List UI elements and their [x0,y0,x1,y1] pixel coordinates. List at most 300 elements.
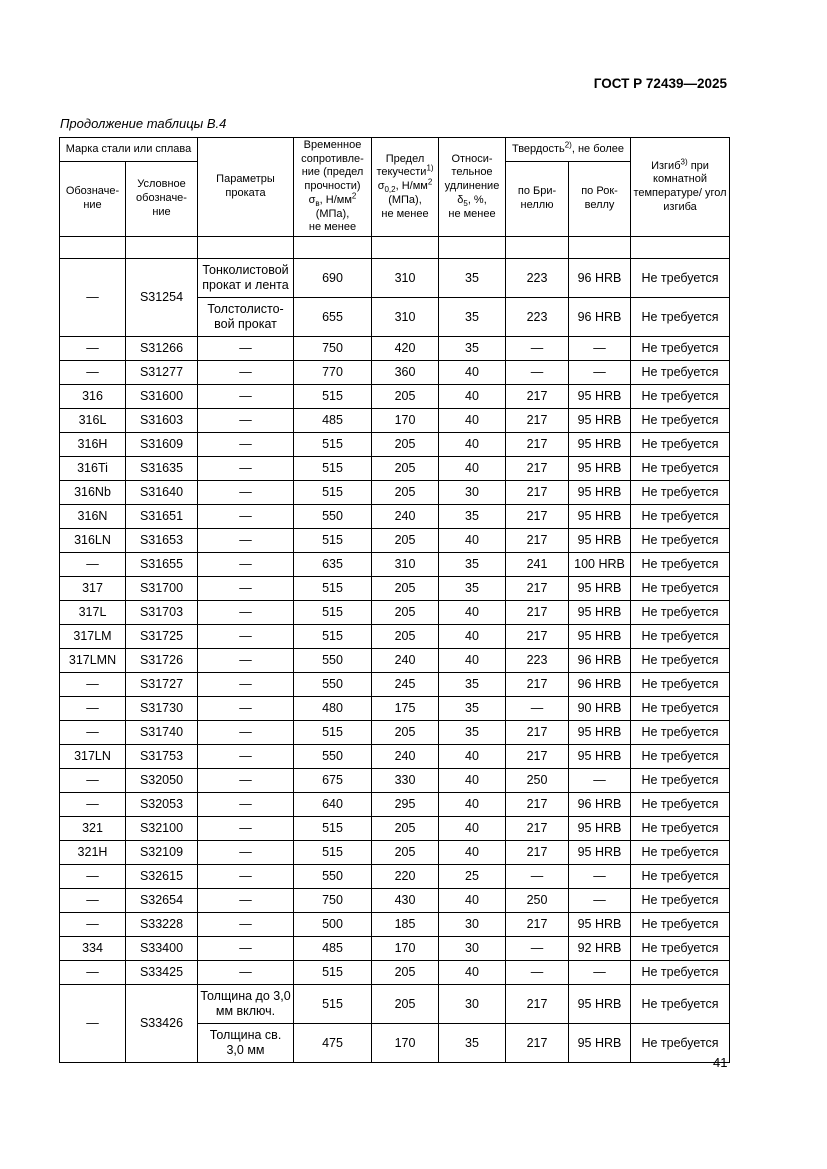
grade-cell: 316 [60,385,126,409]
rockwell-cell: 95 HRB [569,721,631,745]
brinell-cell: — [506,937,569,961]
yield-cell: 170 [372,937,439,961]
grade-cell: 316LN [60,529,126,553]
brinell-cell: 217 [506,409,569,433]
tensile-cell: 515 [294,457,372,481]
brinell-cell: 217 [506,673,569,697]
rockwell-cell: 95 HRB [569,817,631,841]
brinell-cell: 217 [506,721,569,745]
grade-cell: 316Nb [60,481,126,505]
elongation-cell: 35 [439,337,506,361]
code-cell: S31640 [126,481,198,505]
grade-cell: 321H [60,841,126,865]
brinell-cell: 223 [506,259,569,298]
code-cell: S31254 [126,259,198,337]
header-bend: Изгиб$^{3)}$ при комнатной температуре/ угол изгиба [631,138,730,237]
grade-cell: 321 [60,817,126,841]
param-cell: — [198,937,294,961]
brinell-cell: 217 [506,529,569,553]
rockwell-cell: — [569,961,631,985]
yield-cell: 240 [372,745,439,769]
bend-cell: Не требуется [631,298,730,337]
bend-cell: Не требуется [631,889,730,913]
bend-cell: Не требуется [631,337,730,361]
param-cell: — [198,361,294,385]
tensile-cell: 500 [294,913,372,937]
grade-cell: 316H [60,433,126,457]
tensile-cell: 750 [294,337,372,361]
param-cell: — [198,457,294,481]
tensile-cell: 770 [294,361,372,385]
grade-cell: 317LN [60,745,126,769]
rockwell-cell: — [569,361,631,385]
yield-cell: 205 [372,601,439,625]
param-cell: — [198,649,294,673]
elongation-cell: 35 [439,1024,506,1063]
bend-cell: Не требуется [631,649,730,673]
yield-cell: 205 [372,961,439,985]
tensile-cell: 690 [294,259,372,298]
table-row [60,457,730,481]
brinell-cell: — [506,961,569,985]
header-spacer-row [60,237,730,259]
tensile-cell: 515 [294,625,372,649]
table-row [60,697,730,721]
yield-cell: 205 [372,529,439,553]
yield-cell: 310 [372,259,439,298]
rockwell-cell: 95 HRB [569,601,631,625]
brinell-cell: — [506,361,569,385]
bend-cell: Не требуется [631,361,730,385]
yield-cell: 205 [372,817,439,841]
yield-cell: 245 [372,673,439,697]
yield-cell: 170 [372,1024,439,1063]
grade-cell: — [60,793,126,817]
grade-cell: 317LMN [60,649,126,673]
elongation-cell: 40 [439,433,506,457]
table-row [60,937,730,961]
rockwell-cell: 95 HRB [569,745,631,769]
rockwell-cell: 96 HRB [569,793,631,817]
grade-cell: — [60,337,126,361]
brinell-cell: 217 [506,601,569,625]
bend-cell: Не требуется [631,673,730,697]
code-cell: S31726 [126,649,198,673]
tensile-cell: 515 [294,433,372,457]
param-cell: — [198,841,294,865]
yield-cell: 170 [372,409,439,433]
tensile-cell: 550 [294,865,372,889]
yield-cell: 205 [372,433,439,457]
table-row [60,259,730,298]
bend-cell: Не требуется [631,697,730,721]
grade-cell: — [60,769,126,793]
grade-cell: 317LM [60,625,126,649]
rockwell-cell: 95 HRB [569,529,631,553]
yield-cell: 430 [372,889,439,913]
yield-cell: 330 [372,769,439,793]
elongation-cell: 40 [439,529,506,553]
tensile-cell: 655 [294,298,372,337]
brinell-cell: 217 [506,385,569,409]
tensile-cell: 515 [294,961,372,985]
brinell-cell: 217 [506,457,569,481]
rockwell-cell: 100 HRB [569,553,631,577]
table-row [60,793,730,817]
elongation-cell: 40 [439,385,506,409]
param-cell: Толщина до 3,0 мм включ. [198,985,294,1024]
yield-cell: 205 [372,625,439,649]
bend-cell: Не требуется [631,985,730,1024]
grade-cell: — [60,985,126,1063]
rockwell-cell: 96 HRB [569,298,631,337]
brinell-cell: 217 [506,505,569,529]
code-cell: S31600 [126,385,198,409]
tensile-cell: 515 [294,721,372,745]
tensile-cell: 635 [294,553,372,577]
code-cell: S31635 [126,457,198,481]
yield-cell: 205 [372,481,439,505]
grade-cell: — [60,913,126,937]
code-cell: S32109 [126,841,198,865]
brinell-cell: — [506,337,569,361]
brinell-cell: — [506,865,569,889]
header-rockwell: по Рок-веллу [569,162,631,237]
rockwell-cell: 96 HRB [569,259,631,298]
bend-cell: Не требуется [631,841,730,865]
table-row [60,433,730,457]
yield-cell: 205 [372,985,439,1024]
rockwell-cell: 96 HRB [569,649,631,673]
rockwell-cell: 95 HRB [569,457,631,481]
bend-cell: Не требуется [631,913,730,937]
brinell-cell: 250 [506,889,569,913]
tensile-cell: 485 [294,937,372,961]
code-cell: S31603 [126,409,198,433]
grade-cell: 316L [60,409,126,433]
bend-cell: Не требуется [631,769,730,793]
table-row [60,361,730,385]
bend-cell: Не требуется [631,745,730,769]
elongation-cell: 35 [439,673,506,697]
header-tensile: Временное сопротивле-ние (предел прочности) $\sigma_в$, $Н/мм^2$ (МПа), не менее [294,138,372,237]
param-cell: — [198,769,294,793]
bend-cell: Не требуется [631,259,730,298]
elongation-cell: 35 [439,721,506,745]
elongation-cell: 40 [439,457,506,481]
param-cell: Тонколистовой прокат и лента [198,259,294,298]
bend-cell: Не требуется [631,457,730,481]
table-row [60,889,730,913]
header-conditional-designation: Условное обозначе-ние [126,162,198,237]
yield-cell: 205 [372,457,439,481]
header-yield: Предел текучести$^{1)}$ $\sigma_{0,2}$, $Н/мм^2$ (МПа), не менее [372,138,439,237]
elongation-cell: 35 [439,697,506,721]
yield-cell: 205 [372,721,439,745]
bend-cell: Не требуется [631,481,730,505]
yield-cell: 295 [372,793,439,817]
grade-cell: — [60,721,126,745]
brinell-cell: 250 [506,769,569,793]
code-cell: S31725 [126,625,198,649]
table-row [60,409,730,433]
code-cell: S33425 [126,961,198,985]
brinell-cell: 217 [506,985,569,1024]
table-row [60,841,730,865]
bend-cell: Не требуется [631,433,730,457]
param-cell: — [198,673,294,697]
grade-cell: — [60,259,126,337]
elongation-cell: 35 [439,577,506,601]
yield-cell: 240 [372,505,439,529]
code-cell: S31651 [126,505,198,529]
elongation-cell: 40 [439,625,506,649]
table-row [60,865,730,889]
brinell-cell: 217 [506,817,569,841]
header-elongation: Относи-тельное удлинение $\delta_5$, %, не менее [439,138,506,237]
param-cell: — [198,697,294,721]
header-row-1 [60,138,730,162]
bend-cell: Не требуется [631,529,730,553]
elongation-cell: 35 [439,505,506,529]
bend-cell: Не требуется [631,793,730,817]
tensile-cell: 515 [294,481,372,505]
rockwell-cell: 95 HRB [569,481,631,505]
yield-cell: 185 [372,913,439,937]
code-cell: S31655 [126,553,198,577]
grade-cell: 316Ti [60,457,126,481]
table-row [60,745,730,769]
table-row [60,985,730,1024]
code-cell: S31277 [126,361,198,385]
elongation-cell: 30 [439,985,506,1024]
tensile-cell: 475 [294,1024,372,1063]
elongation-cell: 40 [439,961,506,985]
brinell-cell: 223 [506,649,569,673]
elongation-cell: 35 [439,298,506,337]
code-cell: S33400 [126,937,198,961]
param-cell: — [198,793,294,817]
brinell-cell: 217 [506,481,569,505]
rockwell-cell: 95 HRB [569,433,631,457]
elongation-cell: 35 [439,259,506,298]
param-cell: Толстолисто-вой прокат [198,298,294,337]
tensile-cell: 480 [294,697,372,721]
grade-cell: — [60,673,126,697]
brinell-cell: — [506,697,569,721]
yield-cell: 205 [372,841,439,865]
elongation-cell: 40 [439,889,506,913]
table-row [60,961,730,985]
tensile-cell: 750 [294,889,372,913]
code-cell: S31609 [126,433,198,457]
param-cell: — [198,409,294,433]
code-cell: S31753 [126,745,198,769]
param-cell: Толщина св. 3,0 мм [198,1024,294,1063]
brinell-cell: 217 [506,745,569,769]
elongation-cell: 30 [439,481,506,505]
table-row [60,577,730,601]
tensile-cell: 640 [294,793,372,817]
elongation-cell: 40 [439,817,506,841]
standard-number: ГОСТ Р 72439—2025 [593,76,727,91]
yield-cell: 175 [372,697,439,721]
bend-cell: Не требуется [631,553,730,577]
bend-cell: Не требуется [631,625,730,649]
brinell-cell: 217 [506,625,569,649]
table-row [60,481,730,505]
grade-cell: — [60,361,126,385]
yield-cell: 220 [372,865,439,889]
properties-table [59,137,730,1063]
code-cell: S31266 [126,337,198,361]
code-cell: S32654 [126,889,198,913]
grade-cell: 334 [60,937,126,961]
param-cell: — [198,505,294,529]
param-cell: — [198,721,294,745]
code-cell: S31727 [126,673,198,697]
code-cell: S32615 [126,865,198,889]
param-cell: — [198,337,294,361]
rockwell-cell: 95 HRB [569,577,631,601]
elongation-cell: 25 [439,865,506,889]
param-cell: — [198,745,294,769]
header-grade-group: Марка стали или сплава [60,138,198,162]
grade-cell: — [60,961,126,985]
bend-cell: Не требуется [631,385,730,409]
brinell-cell: 241 [506,553,569,577]
table-row [60,505,730,529]
tensile-cell: 550 [294,505,372,529]
elongation-cell: 30 [439,913,506,937]
param-cell: — [198,385,294,409]
rockwell-cell: 95 HRB [569,1024,631,1063]
param-cell: — [198,625,294,649]
yield-cell: 360 [372,361,439,385]
table-row [60,769,730,793]
brinell-cell: 223 [506,298,569,337]
param-cell: — [198,961,294,985]
bend-cell: Не требуется [631,937,730,961]
page-number: 41 [713,1055,728,1070]
param-cell: — [198,817,294,841]
tensile-cell: 515 [294,385,372,409]
tensile-cell: 485 [294,409,372,433]
tensile-cell: 515 [294,601,372,625]
tensile-cell: 550 [294,649,372,673]
code-cell: S31703 [126,601,198,625]
bend-cell: Не требуется [631,577,730,601]
grade-cell: 317L [60,601,126,625]
bend-cell: Не требуется [631,601,730,625]
tensile-cell: 550 [294,673,372,697]
code-cell: S31730 [126,697,198,721]
rockwell-cell: 95 HRB [569,409,631,433]
rockwell-cell: 96 HRB [569,673,631,697]
tensile-cell: 515 [294,841,372,865]
rockwell-cell: 95 HRB [569,841,631,865]
header-product-params: Параметры проката [198,138,294,237]
elongation-cell: 40 [439,409,506,433]
code-cell: S32050 [126,769,198,793]
header-designation: Обозначе-ние [60,162,126,237]
rockwell-cell: — [569,769,631,793]
param-cell: — [198,553,294,577]
code-cell: S31700 [126,577,198,601]
yield-cell: 310 [372,553,439,577]
rockwell-cell: 95 HRB [569,913,631,937]
param-cell: — [198,577,294,601]
code-cell: S32053 [126,793,198,817]
elongation-cell: 40 [439,649,506,673]
grade-cell: — [60,865,126,889]
table-row [60,649,730,673]
elongation-cell: 30 [439,937,506,961]
elongation-cell: 40 [439,361,506,385]
elongation-cell: 40 [439,793,506,817]
code-cell: S33426 [126,985,198,1063]
table-row [60,337,730,361]
tensile-cell: 675 [294,769,372,793]
yield-cell: 205 [372,385,439,409]
bend-cell: Не требуется [631,961,730,985]
grade-cell: 317 [60,577,126,601]
tensile-cell: 550 [294,745,372,769]
code-cell: S31653 [126,529,198,553]
elongation-cell: 40 [439,769,506,793]
rockwell-cell: — [569,865,631,889]
elongation-cell: 40 [439,601,506,625]
bend-cell: Не требуется [631,409,730,433]
grade-cell: — [60,553,126,577]
rockwell-cell: 95 HRB [569,625,631,649]
brinell-cell: 217 [506,913,569,937]
bend-cell: Не требуется [631,865,730,889]
rockwell-cell: 95 HRB [569,505,631,529]
param-cell: — [198,601,294,625]
grade-cell: — [60,889,126,913]
param-cell: — [198,433,294,457]
code-cell: S32100 [126,817,198,841]
code-cell: S31740 [126,721,198,745]
brinell-cell: 217 [506,841,569,865]
table-row [60,601,730,625]
table-row [60,385,730,409]
rockwell-cell: — [569,889,631,913]
table-row [60,625,730,649]
rockwell-cell: 95 HRB [569,385,631,409]
param-cell: — [198,865,294,889]
param-cell: — [198,481,294,505]
code-cell: S33228 [126,913,198,937]
rockwell-cell: 95 HRB [569,985,631,1024]
param-cell: — [198,889,294,913]
tensile-cell: 515 [294,817,372,841]
brinell-cell: 217 [506,577,569,601]
bend-cell: Не требуется [631,505,730,529]
bend-cell: Не требуется [631,721,730,745]
param-cell: — [198,529,294,553]
param-cell: — [198,913,294,937]
elongation-cell: 40 [439,745,506,769]
yield-cell: 205 [372,577,439,601]
tensile-cell: 515 [294,577,372,601]
bend-cell: Не требуется [631,817,730,841]
grade-cell: — [60,697,126,721]
elongation-cell: 40 [439,841,506,865]
brinell-cell: 217 [506,433,569,457]
table-row [60,913,730,937]
